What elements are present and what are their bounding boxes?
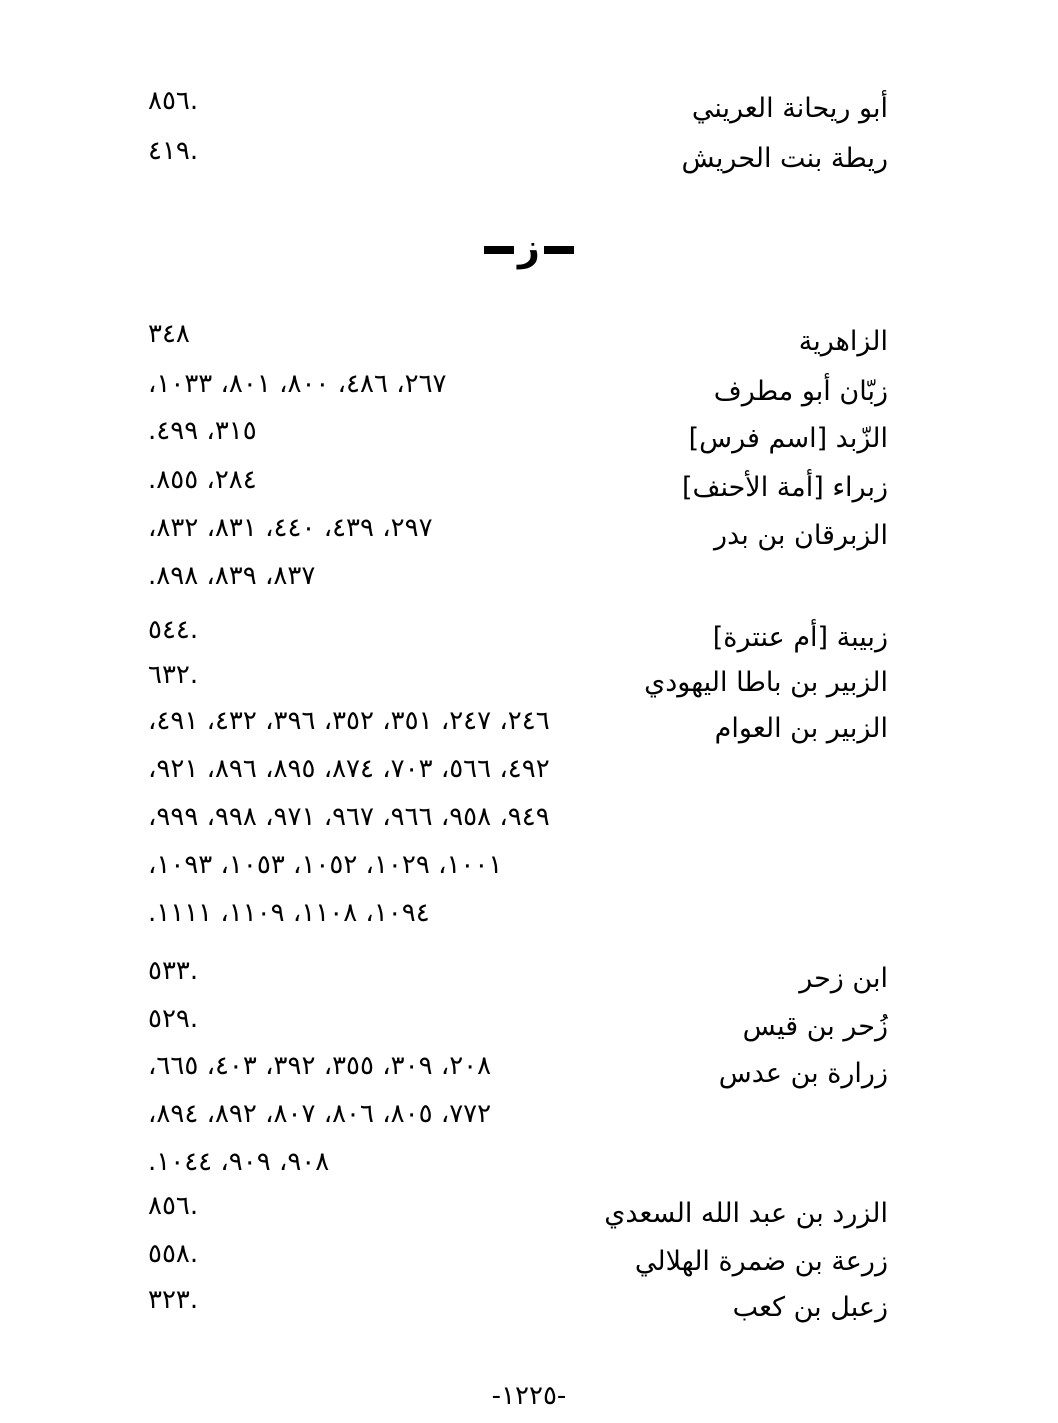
entry-page-numbers: .٥٢٩	[148, 1004, 199, 1034]
entry-name: ابن زحر	[799, 963, 888, 994]
entry-name: زبيبة [أم عنترة]	[712, 622, 888, 653]
entry-page-numbers: ٤٩٢، ٥٦٦، ٧٠٣، ٨٧٤، ٨٩٥، ٨٩٦، ٩٢١،	[148, 754, 550, 784]
entry-name: زُحر بن قيس	[742, 1011, 888, 1042]
entry-page-numbers: ١٠٠١، ١٠٢٩، ١٠٥٢، ١٠٥٣، ١٠٩٣،	[148, 850, 503, 880]
heading-bar	[484, 246, 514, 254]
entry-page-numbers: ٣٤٨	[148, 319, 190, 349]
entry-name: ريطة بنت الحريش	[681, 143, 888, 174]
entry-page-numbers: .٣٢٣	[148, 1285, 199, 1315]
entry-name: زبراء [أمة الأحنف]	[681, 472, 888, 503]
entry-name: الزاهرية	[798, 326, 888, 357]
entry-name: أبو ريحانة العريني	[691, 93, 888, 124]
entry-page-numbers: .٨٥٦	[148, 86, 199, 116]
entry-page-numbers: ٩٤٩، ٩٥٨، ٩٦٦، ٩٦٧، ٩٧١، ٩٩٨، ٩٩٩،	[148, 802, 550, 832]
entry-page-numbers: ٢٦٧، ٤٨٦، ٨٠٠، ٨٠١، ١٠٣٣،	[148, 369, 447, 399]
entry-page-numbers: ٢٠٨، ٣٠٩، ٣٥٥، ٣٩٢، ٤٠٣، ٦٦٥،	[148, 1051, 492, 1081]
entry-page-numbers: ٢٤٦، ٢٤٧، ٣٥١، ٣٥٢، ٣٩٦، ٤٣٢، ٤٩١،	[148, 706, 550, 736]
entry-page-numbers: .٥٥٨	[148, 1239, 199, 1269]
entry-name: الزرد بن عبد الله السعدي	[604, 1198, 888, 1229]
heading-bar	[544, 246, 574, 254]
entry-page-numbers: ٢٨٤، ٨٥٥.	[148, 465, 257, 495]
entry-page-numbers: ٢٩٧، ٤٣٩، ٤٤٠، ٨٣١، ٨٣٢،	[148, 513, 433, 543]
entry-name: الزبير بن العوام	[714, 713, 888, 744]
entry-page-numbers: .٥٤٤	[148, 615, 199, 645]
entry-page-numbers: ٧٧٢، ٨٠٥، ٨٠٦، ٨٠٧، ٨٩٢، ٨٩٤،	[148, 1099, 492, 1129]
entry-name: الزّبد [اسم فرس]	[688, 423, 888, 454]
entry-page-numbers: ٣١٥، ٤٩٩.	[148, 416, 257, 446]
section-heading	[0, 222, 1058, 272]
entry-name: زعبل بن كعب	[732, 1292, 888, 1323]
section-letter: ز	[518, 225, 540, 269]
entry-name: الزبرقان بن بدر	[714, 520, 888, 551]
entry-name: زرعة بن ضمرة الهلالي	[634, 1246, 888, 1277]
entry-page-numbers: .٦٣٢	[148, 660, 199, 690]
page-number: -١٢٢٥-	[491, 1381, 567, 1411]
entry-name: زرارة بن عدس	[718, 1058, 888, 1089]
entry-page-numbers: ١٠٩٤، ١١٠٨، ١١٠٩، ١١١١.	[148, 898, 430, 928]
entry-page-numbers: .٨٥٦	[148, 1191, 199, 1221]
entry-name: الزبير بن باطا اليهودي	[644, 667, 888, 698]
entry-page-numbers: .٤١٩	[148, 136, 199, 166]
entry-page-numbers: ٨٣٧، ٨٣٩، ٨٩٨.	[148, 561, 316, 591]
entry-name: زبّان أبو مطرف	[713, 376, 888, 407]
entry-page-numbers: .٥٣٣	[148, 956, 199, 986]
entry-page-numbers: ٩٠٨، ٩٠٩، ١٠٤٤.	[148, 1147, 330, 1177]
